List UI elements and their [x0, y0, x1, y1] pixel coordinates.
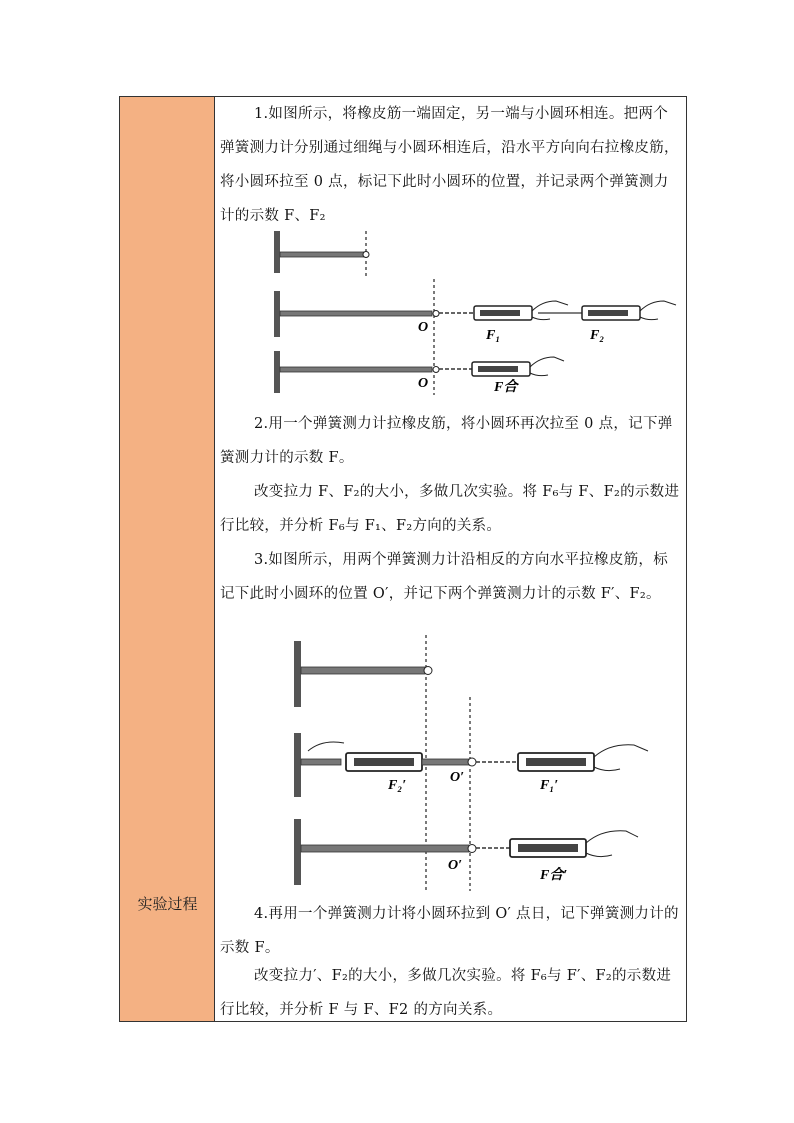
step-2-note: 改变拉力 F、F₂的大小，多做几次实验。将 F₆与 F、F₂的示数进行比较，并分析 F₆与 F₁、F₂方向的关系。 [220, 484, 680, 534]
content-cell [216, 97, 686, 1021]
wall-post-a [294, 641, 301, 707]
rubber-band-c [301, 845, 469, 852]
wall-post-b [294, 733, 301, 797]
label-o-prime-1: O′ [450, 770, 465, 785]
rubber-band-b-left [301, 759, 341, 765]
spring-scale-fhe-prime [510, 831, 638, 857]
experiment-table [119, 96, 687, 1022]
step-4-text: 4.再用一个弹簧测力计将小圆环拉到 O′ 点日，记下弹簧测力计的示数 F。 [220, 906, 679, 956]
wall-post-2 [274, 291, 280, 337]
rubber-band-a [301, 667, 425, 674]
label-f2: F₂ [590, 328, 605, 343]
ring-a [424, 667, 432, 675]
figure-2-diagram [288, 633, 668, 893]
label-f1: F₁ [486, 328, 501, 343]
step-2-text: 2.用一个弹簧测力计拉橡皮筋，将小圆环再次拉至 0 点，记下弹簧测力计的示数 F。 [220, 416, 673, 466]
ring-b [468, 758, 476, 766]
wall-post-c [294, 819, 301, 885]
spring-scale-f2 [582, 301, 676, 320]
label-fhe: F合 [494, 380, 518, 395]
label-o-prime-2: O′ [448, 858, 463, 873]
rubber-band-1 [280, 252, 364, 257]
rubber-band-b-mid [422, 759, 470, 765]
label-fhe-prime: F合′ [540, 868, 568, 883]
rubber-band-2 [280, 311, 432, 316]
figure-1-diagram [266, 227, 686, 399]
spring-scale-f2-prime [308, 742, 422, 771]
spring-scale-f1-prime [518, 745, 648, 771]
ring-1 [363, 252, 369, 258]
label-o-1: O [418, 320, 429, 335]
label-f2-prime: F₂′ [388, 778, 407, 793]
rubber-band-3 [280, 367, 432, 372]
row-label: 实验过程 [137, 895, 198, 913]
row-label-cell [120, 97, 215, 1021]
ring-c [468, 845, 476, 853]
ring-3 [433, 367, 439, 373]
label-f1-prime: F₁′ [540, 778, 559, 793]
spring-scale-f1 [474, 301, 568, 320]
step-4-note: 改变拉力′、F₂的大小，多做几次实验。将 F₆与 F′、F₂的示数进行比较，并分析 F 与 F、F2 的方向关系。 [220, 968, 672, 1018]
wall-post-3 [274, 351, 280, 393]
step-1-text: 1.如图所示，将橡皮筋一端固定，另一端与小圆环相连。把两个弹簧测力计分别通过细绳与小圆环相连后，沿水平方向向右拉橡皮筋，将小圆环拉至 0 点，标记下此时小圆环的位置，并记录两个弹簧测力计的示数 F、F₂ [220, 106, 679, 224]
spring-scale-fhe [472, 357, 564, 376]
step-3-text: 3.如图所示，用两个弹簧测力计沿相反的方向水平拉橡皮筋，标记下此时小圆环的位置 O′，并记下两个弹簧测力计的示数 F′、F₂。 [220, 552, 669, 602]
label-o-2: O [418, 376, 429, 391]
wall-post-1 [274, 231, 280, 273]
ring-2 [433, 311, 439, 317]
